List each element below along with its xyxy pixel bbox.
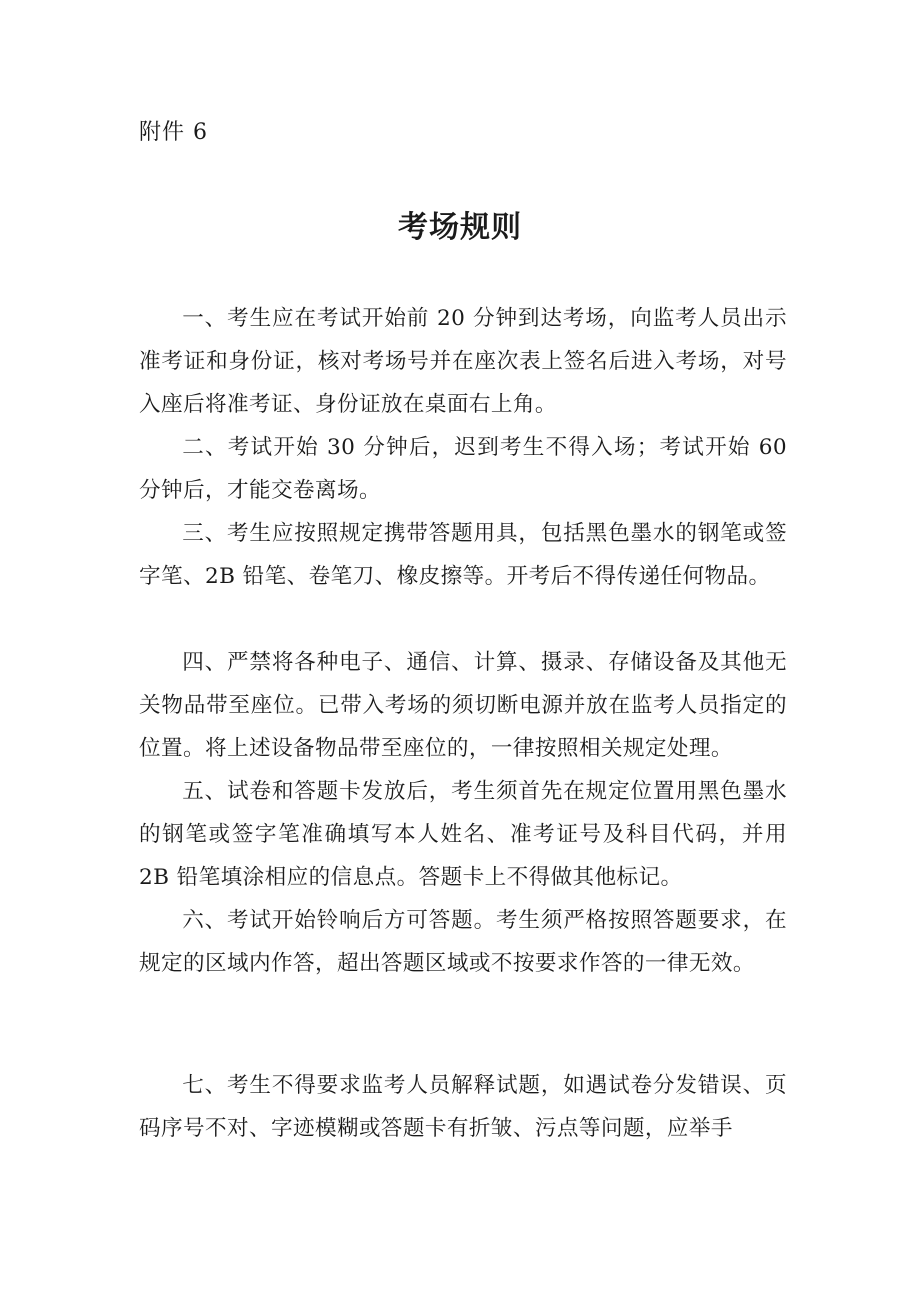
rule-5: 五、试卷和答题卡发放后，考生须首先在规定位置用黑色墨水的钢笔或签字笔准确填写本人姓名、准考证号及科目代码，并用 2B 铅笔填涂相应的信息点。答题卡上不得做其他标记。	[139, 779, 787, 890]
rule-6: 六、考试开始铃响后方可答题。考生须严格按照答题要求，在规定的区域内作答，超出答题区域或不按要求作答的一律无效。	[139, 908, 787, 976]
attachment-label: 附件 6	[139, 120, 208, 145]
page-title: 考场规则	[398, 210, 522, 245]
rule-1: 一、考生应在考试开始前 20 分钟到达考场，向监考人员出示准考证和身份证，核对考场号并在座次表上签名后进入考场，对号入座后将准考证、身份证放在桌面右上角。	[139, 306, 787, 417]
rule-4: 四、严禁将各种电子、通信、计算、摄录、存储设备及其他无关物品带至座位。已带入考场的须切断电源并放在监考人员指定的位置。将上述设备物品带至座位的，一律按照相关规定处理。	[139, 650, 787, 761]
rule-7: 七、考生不得要求监考人员解释试题，如遇试卷分发错误、页码序号不对、字迹模糊或答题卡有折皱、污点等问题，应举手	[139, 1073, 787, 1141]
rule-3: 三、考生应按照规定携带答题用具，包括黑色墨水的钢笔或签字笔、2B 铅笔、卷笔刀、橡皮擦等。开考后不得传递任何物品。	[139, 521, 787, 589]
rule-2: 二、考试开始 30 分钟后，迟到考生不得入场；考试开始 60 分钟后，才能交卷离场。	[139, 435, 787, 503]
